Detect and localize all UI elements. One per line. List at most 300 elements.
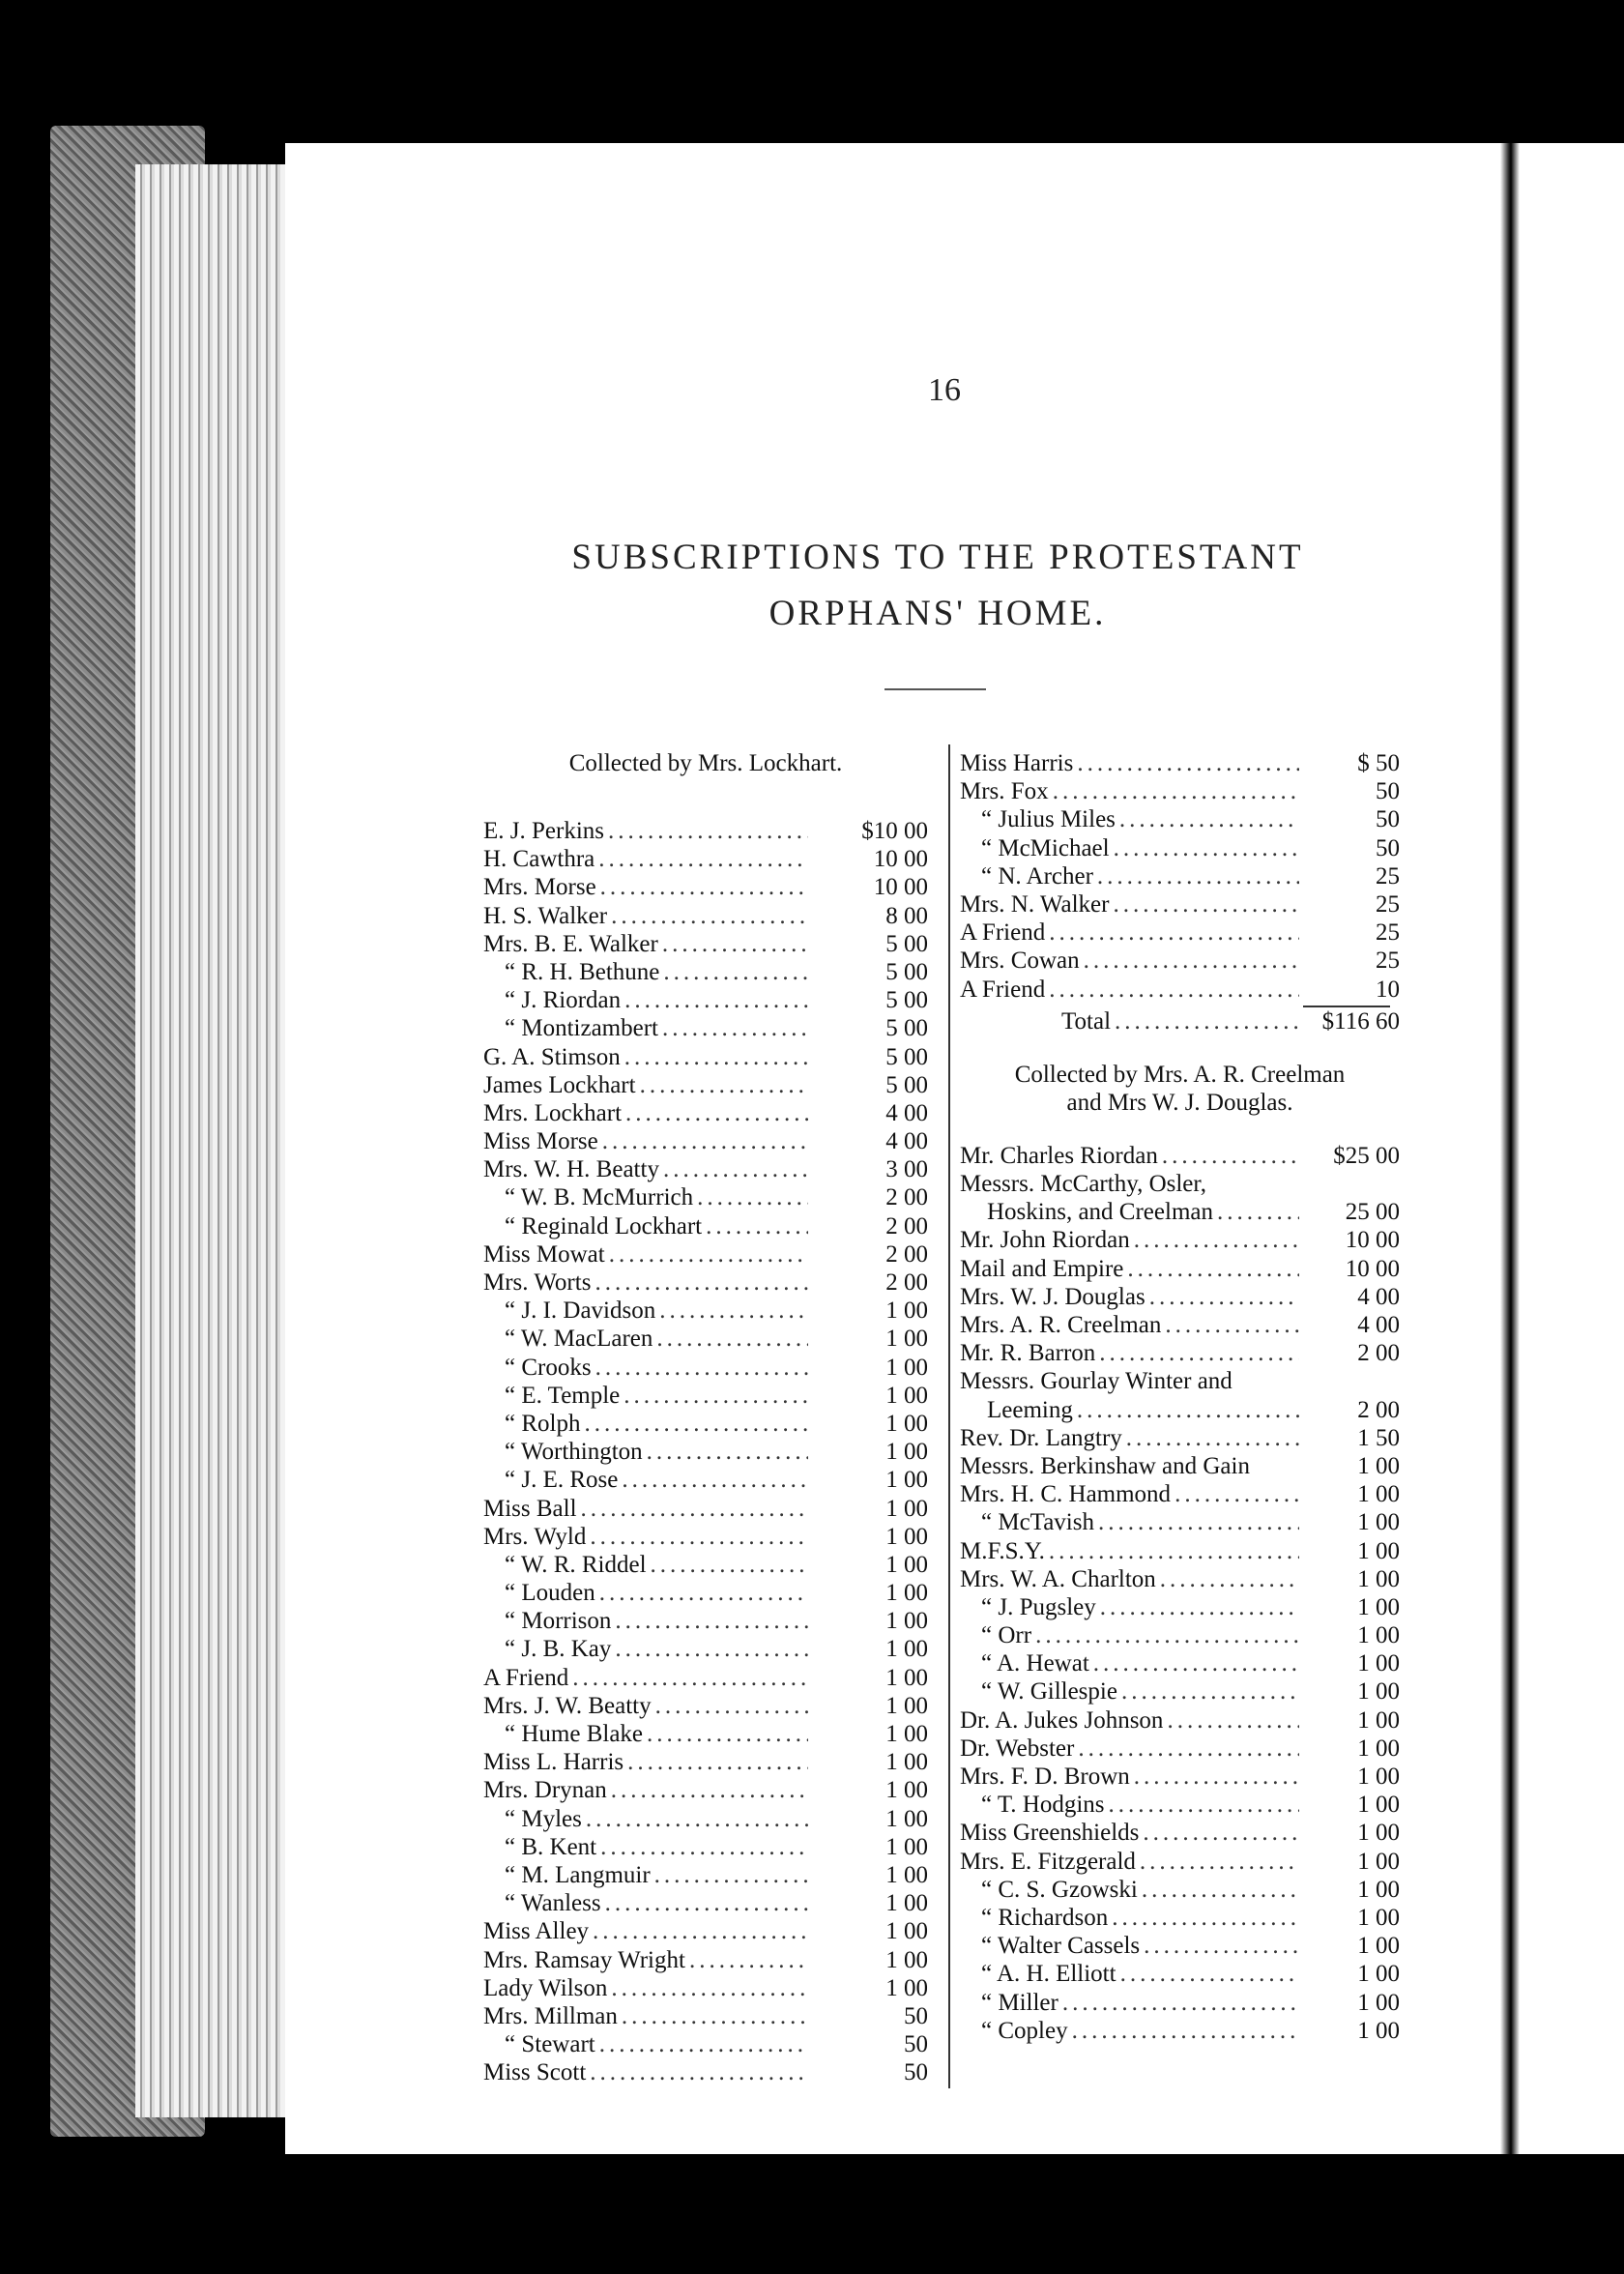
subscription-amount: 1 00 [1357,1481,1400,1508]
subscription-amount: 10 00 [1345,1227,1400,1254]
leader-dots [600,1833,808,1861]
subscription-amount: 1 00 [1357,1876,1400,1903]
leader-dots [663,1155,808,1183]
leader-dots [1035,1621,1299,1649]
subscription-row [960,749,1400,777]
leader-dots [622,1466,808,1494]
leader-dots [706,1212,808,1240]
leader-dots [590,2058,808,2086]
subscription-amount: 1 00 [1357,1537,1400,1564]
subscriber-name: Mrs. W. J. Douglas [960,1283,1146,1310]
subscription-row [483,958,928,986]
subscriber-name: Miss Harris [960,750,1074,776]
leader-dots [1113,890,1299,918]
subscription-amount: 1 00 [1357,2017,1400,2044]
leader-dots [1062,1989,1299,2017]
subscriber-name: Mrs. F. D. Brown [960,1764,1130,1790]
subscription-row [960,1706,1400,1735]
subscription-amount: 1 00 [1357,1848,1400,1875]
subscriber-name: Leeming [987,1396,1073,1423]
leader-dots [1134,1226,1299,1254]
leader-dots [625,1099,808,1127]
subscription-amount: 1 00 [1357,1452,1400,1479]
subscription-amount: 1 00 [885,1918,928,1945]
subscriber-name: James Lockhart [483,1071,636,1098]
subscriber-name: Mrs. N. Walker [960,890,1110,918]
subscription-amount: 1 00 [1357,1593,1400,1620]
subscription-amount: 2 00 [1357,1396,1400,1423]
right-column-title [960,1061,1400,1117]
leader-dots [1134,1763,1299,1791]
subscription-row [960,1226,1400,1254]
subscription-amount: 1 00 [885,1974,928,2001]
subscription-amount: 1 00 [885,1523,928,1550]
subscriber-name: “ E. Temple [505,1382,621,1409]
subscription-row [483,1183,928,1211]
subscription-row [483,1551,928,1579]
subscription-row [483,986,928,1014]
leader-dots [663,958,808,986]
subscription-amount: 1 00 [885,1777,928,1804]
leader-dots [609,1240,808,1268]
leader-dots [624,1043,808,1071]
leader-dots [1053,777,1299,805]
leader-dots [615,1607,808,1635]
subscriber-name: “ Montizambert [505,1015,658,1042]
subscription-row [960,1142,1400,1170]
subscription-row [483,1438,928,1466]
subscription-amount: 1 00 [885,1467,928,1494]
subscription-amount: 1 00 [885,1410,928,1437]
leader-dots [599,2030,808,2058]
subscription-amount: 1 00 [885,1636,928,1663]
subscriber-name: Messrs. McCarthy, Osler, [960,1171,1206,1198]
subscription-row [960,1255,1400,1283]
subscription-row [960,2017,1400,2045]
subscriber-name: “ M. Langmuir [505,1861,651,1888]
subscription-row [483,873,928,901]
leader-dots [1144,1932,1299,1960]
subscription-row [960,918,1400,947]
subscriber-name: “ R. H. Bethune [505,958,660,985]
subscriber-name: Miss Scott [483,2059,587,2086]
leader-dots [1160,1565,1299,1593]
subscription-amount: 25 [1376,890,1400,918]
subscription-amount: 4 00 [885,1099,928,1126]
subscription-row [483,1212,928,1240]
subscriber-name: Miss Alley [483,1918,590,1945]
subscription-row [960,1649,1400,1677]
subscription-amount: 4 00 [1357,1312,1400,1338]
subscription-row [483,1325,928,1353]
subscription-row [483,2002,928,2030]
subscription-row [483,1099,928,1127]
subscription-row [483,1805,928,1833]
subscriber-name: Messrs. Berkinshaw and Gain [960,1452,1250,1479]
subscriber-name: Mrs. Lockhart [483,1099,623,1126]
subscriber-name: “ J. B. Kay [505,1636,612,1663]
subscription-amount: 1 00 [1357,1764,1400,1790]
subscription-amount: 50 [904,2059,928,2086]
subscriber-name: Rev. Dr. Langtry [960,1424,1122,1451]
subscription-amount: 1 00 [885,1608,928,1635]
subscription-amount: 4 00 [885,1128,928,1155]
subscription-row [960,1198,1400,1226]
subscriber-name: “ Stewart [505,2031,595,2058]
subscription-row [960,1311,1400,1339]
subscriber-name: “ J. Pugsley [981,1593,1096,1620]
subscriber-name: Mrs. Ramsay Wright [483,1946,685,1973]
leader-dots [605,1889,808,1917]
subscriber-name: A Friend [483,1664,569,1691]
leader-dots [593,1917,808,1945]
subscriber-name: “ Rolph [505,1410,581,1437]
leader-dots [647,1438,808,1466]
subscription-amount: 50 [1376,834,1400,861]
leader-dots [611,1776,808,1804]
leader-dots [662,930,808,958]
leader-dots [627,1748,808,1776]
leader-dots [647,1720,808,1748]
subscriber-name: “ N. Archer [981,862,1093,889]
subscription-amount: 25 [1376,862,1400,889]
leader-dots [1077,749,1299,777]
subscriber-name: Mr. John Riordan [960,1227,1130,1254]
subscriber-name: Messrs. Gourlay Winter and [960,1368,1232,1395]
subscriber-name: H. S. Walker [483,902,608,929]
leader-dots [656,1325,808,1353]
subscriber-name: Dr. Webster [960,1735,1075,1762]
subscription-row [483,1720,928,1748]
page-heading [503,530,1373,642]
subscription-row [960,1989,1400,2017]
leader-dots [600,873,808,901]
leader-dots [655,1692,808,1720]
leader-dots [1115,1007,1299,1035]
subscription-amount: 3 00 [885,1156,928,1183]
subscription-amount: 5 00 [885,1015,928,1042]
subscription-row [483,1664,928,1692]
leader-dots [581,1495,808,1523]
right-column [960,749,1400,2045]
subscriber-name: Mrs. Millman [483,2002,618,2029]
leader-dots [654,1861,808,1889]
subscription-row [483,1495,928,1523]
subscription-row [483,1861,928,1889]
subscriber-name: “ Richardson [981,1904,1109,1931]
subscription-amount: 2 00 [1357,1340,1400,1367]
subscriber-name: Mrs. W. A. Charlton [960,1565,1156,1592]
subscription-row [483,1974,928,2002]
subscriber-name: A Friend [960,976,1046,1003]
subscription-amount: 50 [1376,806,1400,833]
subscription-row [483,1917,928,1945]
subscription-amount: 1 00 [1357,1650,1400,1677]
subscription-row [960,976,1400,1004]
leader-dots [595,1354,808,1382]
subscription-row [483,1607,928,1635]
leader-dots [1120,1960,1299,1988]
heading-line-1: SUBSCRIPTIONS TO THE PROTESTANT [571,538,1304,577]
total-amount: $116 60 [1321,1007,1400,1035]
subscription-amount: 1 00 [885,1439,928,1466]
subscription-amount: 50 [1376,778,1400,805]
leader-dots [659,1297,808,1325]
subscriber-name: “ Morrison [505,1608,612,1635]
subscriber-name: H. Cawthra [483,846,595,873]
subscription-amount: 1 00 [1357,1933,1400,1960]
subscription-amount: 1 00 [885,1495,928,1522]
subscriber-name: “ B. Kent [505,1833,597,1860]
subscription-amount: 1 00 [1357,1509,1400,1536]
subscription-row [483,1466,928,1494]
subscriber-name: “ Walter Cassels [981,1933,1141,1960]
leader-dots [602,1127,808,1155]
subscription-row [483,1946,928,1974]
subscription-amount: $25 00 [1333,1142,1400,1169]
subscription-row [960,1565,1400,1593]
subscription-row [483,1692,928,1720]
subscription-amount: 1 00 [885,1861,928,1888]
subscriber-name: “ Orr [981,1622,1032,1649]
subscription-amount: 1 00 [1357,1904,1400,1931]
subscription-row [960,1170,1400,1198]
subscriber-name: “ W. MacLaren [505,1326,653,1353]
subscription-row [960,1537,1400,1565]
heading-line-2: ORPHANS' HOME. [768,594,1107,633]
leader-dots [598,845,808,873]
subscription-amount: 1 00 [1357,1961,1400,1988]
subscription-amount: 1 00 [1357,1622,1400,1649]
total-label: Total [1061,1007,1112,1035]
subscriber-name: “ Louden [505,1580,595,1607]
leader-dots [1049,976,1299,1004]
leader-dots [640,1071,808,1099]
right-title-line-2: and Mrs W. J. Douglas. [1066,1089,1293,1116]
subscriber-name: Mail and Empire [960,1255,1124,1282]
page-edges [135,164,290,2117]
subscription-amount: 1 00 [1357,1706,1400,1734]
subscription-amount: 1 00 [1357,1792,1400,1819]
subscription-amount: 1 00 [885,1721,928,1747]
subscription-amount: 1 00 [885,1805,928,1832]
subscription-row [483,1268,928,1297]
subscription-row [483,1014,928,1042]
leader-dots [599,1579,808,1607]
subscriber-name: “ Miller [981,1989,1058,2016]
subscription-row [960,1735,1400,1763]
subscriber-name: Dr. A. Jukes Johnson [960,1706,1164,1734]
subscription-row [960,805,1400,833]
subscription-amount: 1 00 [885,1382,928,1409]
subscriber-name: “ Reginald Lockhart [505,1212,703,1239]
subscriber-name: Miss Ball [483,1495,577,1522]
subscriber-name: Mrs. Fox [960,778,1049,805]
subscriber-name: Mrs. H. C. Hammond [960,1481,1172,1508]
subscription-row [960,1763,1400,1791]
subscription-row [960,862,1400,890]
subscription-row [483,1635,928,1663]
subscription-row [483,1071,928,1099]
subscriber-name: Mr. Charles Riordan [960,1142,1158,1169]
leader-dots [1100,1593,1299,1621]
leader-dots [1098,1508,1299,1536]
subscription-row [960,1791,1400,1819]
subscriber-name: “ W. Gillespie [981,1678,1117,1706]
subscriber-name: “ Myles [505,1805,582,1832]
leader-dots [1049,918,1299,947]
subscriber-name: Mrs. E. Fitzgerald [960,1848,1136,1875]
leader-dots [1142,1876,1299,1904]
subscriber-name: “ McMichael [981,834,1110,861]
subscriber-name: “ Copley [981,2017,1068,2044]
subscriber-name: Mrs. Morse [483,874,596,901]
subscription-row [483,1297,928,1325]
leader-dots [572,1664,808,1692]
leader-dots [611,1974,808,2002]
subscription-row [483,817,928,845]
subscription-row [960,1367,1400,1395]
leader-dots [1109,1791,1299,1819]
subscription-amount: 1 00 [885,1833,928,1860]
subscriber-name: Lady Wilson [483,1974,608,2001]
subscription-row [483,2030,928,2058]
subscription-row [960,1932,1400,1960]
subscriber-name: “ A. H. Elliott [981,1961,1116,1988]
subscription-row [483,1776,928,1804]
leader-dots [662,1014,808,1042]
leader-dots [1112,1904,1299,1932]
leader-dots [1078,1735,1299,1763]
subscription-amount: 1 00 [1357,1735,1400,1762]
subscription-amount: 50 [904,2002,928,2029]
subscription-row [960,1508,1400,1536]
subscription-amount: 1 00 [885,1551,928,1578]
subscription-amount: 10 00 [873,874,928,901]
subscriber-name: “ J. I. Davidson [505,1297,656,1325]
subscriber-name: Mrs. A. R. Creelman [960,1312,1162,1338]
subscription-amount: 25 00 [1345,1199,1400,1226]
leader-dots [1140,1848,1299,1876]
facing-page [1520,143,1624,2154]
subscription-row [960,1904,1400,1932]
book-gutter [1500,143,1520,2154]
leader-dots [651,1551,808,1579]
leader-dots [586,1805,808,1833]
leader-dots [1093,1649,1299,1677]
subscriber-name: “ W. B. McMurrich [505,1184,694,1211]
subscription-row [483,1889,928,1917]
subscription-row [960,947,1400,975]
subscription-row [960,1593,1400,1621]
subscription-row [483,1748,928,1776]
subscriber-name: “ C. S. Gzowski [981,1876,1138,1903]
subscriber-name: “ T. Hodgins [981,1792,1105,1819]
subscription-row [960,777,1400,805]
subscription-amount: 10 00 [1345,1255,1400,1282]
leader-dots [1097,862,1299,890]
subscriber-name: Miss Mowat [483,1240,605,1268]
subscription-amount: 1 00 [1357,1678,1400,1706]
subscription-amount: 1 00 [885,1692,928,1719]
subscription-amount: 1 00 [885,1890,928,1917]
subscription-amount: 1 00 [885,1297,928,1325]
subscription-row [960,1621,1400,1649]
subscription-row [483,1382,928,1410]
subscription-row [960,1960,1400,1988]
subscription-row [483,1043,928,1071]
leader-dots [1049,1537,1299,1565]
leader-dots [1121,1677,1299,1706]
left-column [483,749,928,2086]
subscription-amount: 25 [1376,948,1400,975]
subscriber-name: “ A. Hewat [981,1650,1089,1677]
subscription-amount: 5 00 [885,930,928,957]
right-top-entries [960,749,1400,1004]
leader-dots [1072,2017,1299,2045]
subscription-amount: 1 00 [885,1664,928,1691]
right-entries [960,1142,1400,2045]
subscription-row [960,1452,1400,1480]
subscription-row [483,902,928,930]
subscription-row [960,1677,1400,1706]
subscription-amount: 1 50 [1357,1424,1400,1451]
subscription-amount: 1 00 [885,1354,928,1381]
right-title-line-1: Collected by Mrs. A. R. Creelman [1014,1061,1346,1088]
subscription-row [960,1396,1400,1424]
subscription-row [960,1424,1400,1452]
subscriber-name: A Friend [960,919,1046,947]
subscription-amount: 5 00 [885,1043,928,1070]
subscription-amount: 1 00 [1357,1989,1400,2016]
leader-dots [594,1268,808,1297]
subscription-row [483,1354,928,1382]
subscription-row [483,1579,928,1607]
subscription-amount: $ 50 [1357,750,1400,776]
subscription-amount: 1 00 [1357,1565,1400,1592]
leader-dots [622,2002,808,2030]
leader-dots [1149,1283,1299,1311]
subscription-row [483,930,928,958]
subscriber-name: Mrs. B. E. Walker [483,930,658,957]
subscription-amount: 10 00 [873,846,928,873]
subscriber-name: Miss Morse [483,1128,598,1155]
subscriber-name: “ J. Riordan [505,987,622,1014]
subscription-amount: 1 00 [885,1326,928,1353]
heading-rule [884,688,986,690]
leader-dots [1143,1819,1299,1847]
subscription-row [483,1240,928,1268]
leader-dots [697,1183,808,1211]
subscriber-name: “ Wanless [505,1890,601,1917]
left-entries [483,817,928,2086]
subscriber-name: “ J. E. Rose [505,1467,619,1494]
leader-dots [1114,834,1299,862]
subscription-row [483,1155,928,1183]
subscriber-name: “ Hume Blake [505,1721,644,1747]
subscription-row [960,1339,1400,1367]
leader-dots [624,986,808,1014]
subscription-row [960,890,1400,918]
leader-dots [1162,1142,1299,1170]
leader-dots [611,902,808,930]
subscription-row [960,1876,1400,1904]
subscriber-name: Hoskins, and Creelman [987,1199,1213,1226]
subscription-amount: 5 00 [885,958,928,985]
subscription-amount: 1 00 [885,1946,928,1973]
subscription-row [483,1523,928,1551]
leader-dots [584,1410,808,1438]
